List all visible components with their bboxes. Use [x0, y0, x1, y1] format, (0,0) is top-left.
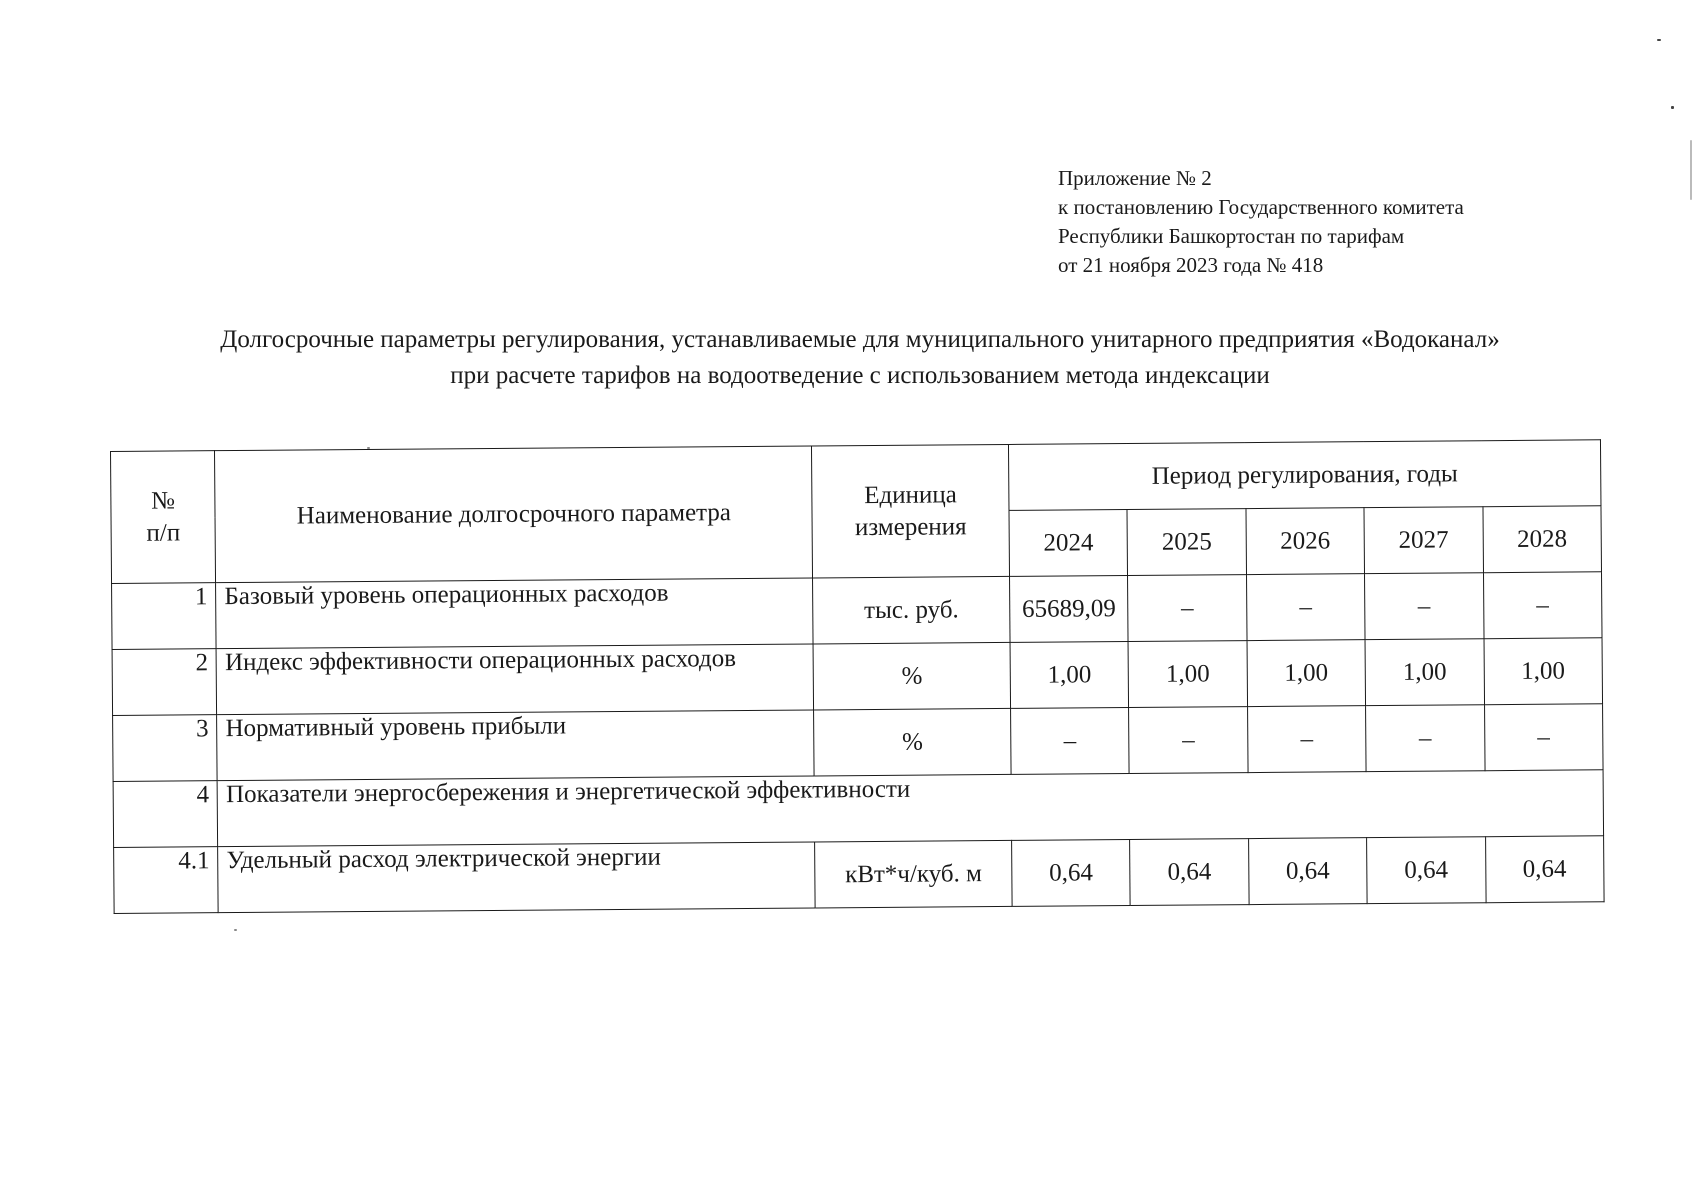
- header-unit-line-2: измерения: [854, 512, 967, 541]
- header-number-sign: №: [151, 486, 176, 515]
- row-value: 0,64: [1012, 840, 1131, 907]
- row-value: 1,00: [1365, 639, 1484, 706]
- scan-speck: [1657, 39, 1661, 41]
- row-number: 4.1: [114, 847, 219, 914]
- row-value: 1,00: [1247, 640, 1366, 707]
- row-value: 0,64: [1485, 836, 1604, 903]
- row-unit: %: [813, 642, 1010, 710]
- header-year: 2024: [1009, 510, 1128, 577]
- table-row: [112, 638, 1602, 716]
- row-number: 2: [112, 649, 217, 716]
- table-header-row: [111, 440, 1601, 518]
- header-number-pp: п/п: [146, 518, 181, 547]
- row-value: –: [1246, 574, 1365, 641]
- document-title: [100, 322, 1620, 394]
- row-number: 3: [113, 715, 218, 782]
- row-parameter-name: Базовый уровень операционных расходов: [216, 578, 813, 649]
- row-value: 65689,09: [1010, 576, 1129, 643]
- parameters-table: [110, 439, 1605, 914]
- row-parameter-name: Нормативный уровень прибыли: [217, 710, 815, 781]
- row-value: –: [1129, 707, 1248, 774]
- appendix-line-4: от 21 ноября 2023 года № 418: [1058, 253, 1324, 277]
- title-line-2: при расчете тарифов на водоотведение с использованием метода индексации: [450, 362, 1270, 389]
- section-name: Показатели энергосбережения и энергетической эффективности: [217, 770, 1603, 847]
- row-value: 1,00: [1010, 642, 1129, 709]
- table-row: [114, 836, 1604, 914]
- header-year: 2028: [1483, 506, 1602, 573]
- header-number: [111, 451, 216, 584]
- appendix-block: [1058, 164, 1464, 280]
- row-value: –: [1365, 573, 1484, 640]
- header-parameter-name: Наименование долгосрочного параметра: [215, 446, 813, 583]
- scan-speck: [367, 447, 370, 449]
- scan-speck: [1690, 140, 1692, 200]
- row-value: –: [1128, 575, 1247, 642]
- header-period: Период регулирования, годы: [1008, 440, 1601, 511]
- section-number: 4: [113, 781, 218, 848]
- row-value: 0,64: [1130, 839, 1249, 906]
- row-unit: кВт*ч/куб. м: [815, 840, 1012, 908]
- row-parameter-name: Удельный расход электрической энергии: [218, 842, 815, 913]
- row-number: 1: [112, 583, 217, 650]
- row-value: –: [1011, 708, 1130, 775]
- row-unit: тыс. руб.: [813, 576, 1010, 644]
- header-year: 2027: [1364, 507, 1483, 574]
- row-value: –: [1483, 572, 1602, 639]
- row-value: –: [1484, 704, 1603, 771]
- header-unit-line-1: Единица: [864, 480, 957, 509]
- row-parameter-name: Индекс эффективности операционных расходов: [216, 644, 813, 715]
- row-unit: %: [814, 708, 1011, 776]
- header-year: 2025: [1127, 509, 1246, 576]
- appendix-line-2: к постановлению Государственного комитета: [1058, 195, 1464, 219]
- scan-speck: [234, 929, 237, 931]
- row-value: –: [1366, 705, 1485, 772]
- row-value: 0,64: [1367, 837, 1486, 904]
- appendix-line-3: Республики Башкортостан по тарифам: [1058, 224, 1405, 248]
- scan-speck: [1671, 106, 1674, 109]
- row-value: –: [1247, 706, 1366, 773]
- row-value: 1,00: [1484, 638, 1603, 705]
- title-line-1: Долгосрочные параметры регулирования, устанавливаемые для муниципального унитарного предприятия «Водоканал»: [220, 326, 1500, 353]
- row-value: 1,00: [1128, 641, 1247, 708]
- row-value: 0,64: [1248, 838, 1367, 905]
- header-year: 2026: [1246, 508, 1365, 575]
- table-row: [113, 704, 1603, 782]
- header-unit: [812, 444, 1010, 578]
- appendix-line-1: Приложение № 2: [1058, 166, 1212, 190]
- table-row: [112, 572, 1602, 650]
- table-section-row: [113, 770, 1603, 848]
